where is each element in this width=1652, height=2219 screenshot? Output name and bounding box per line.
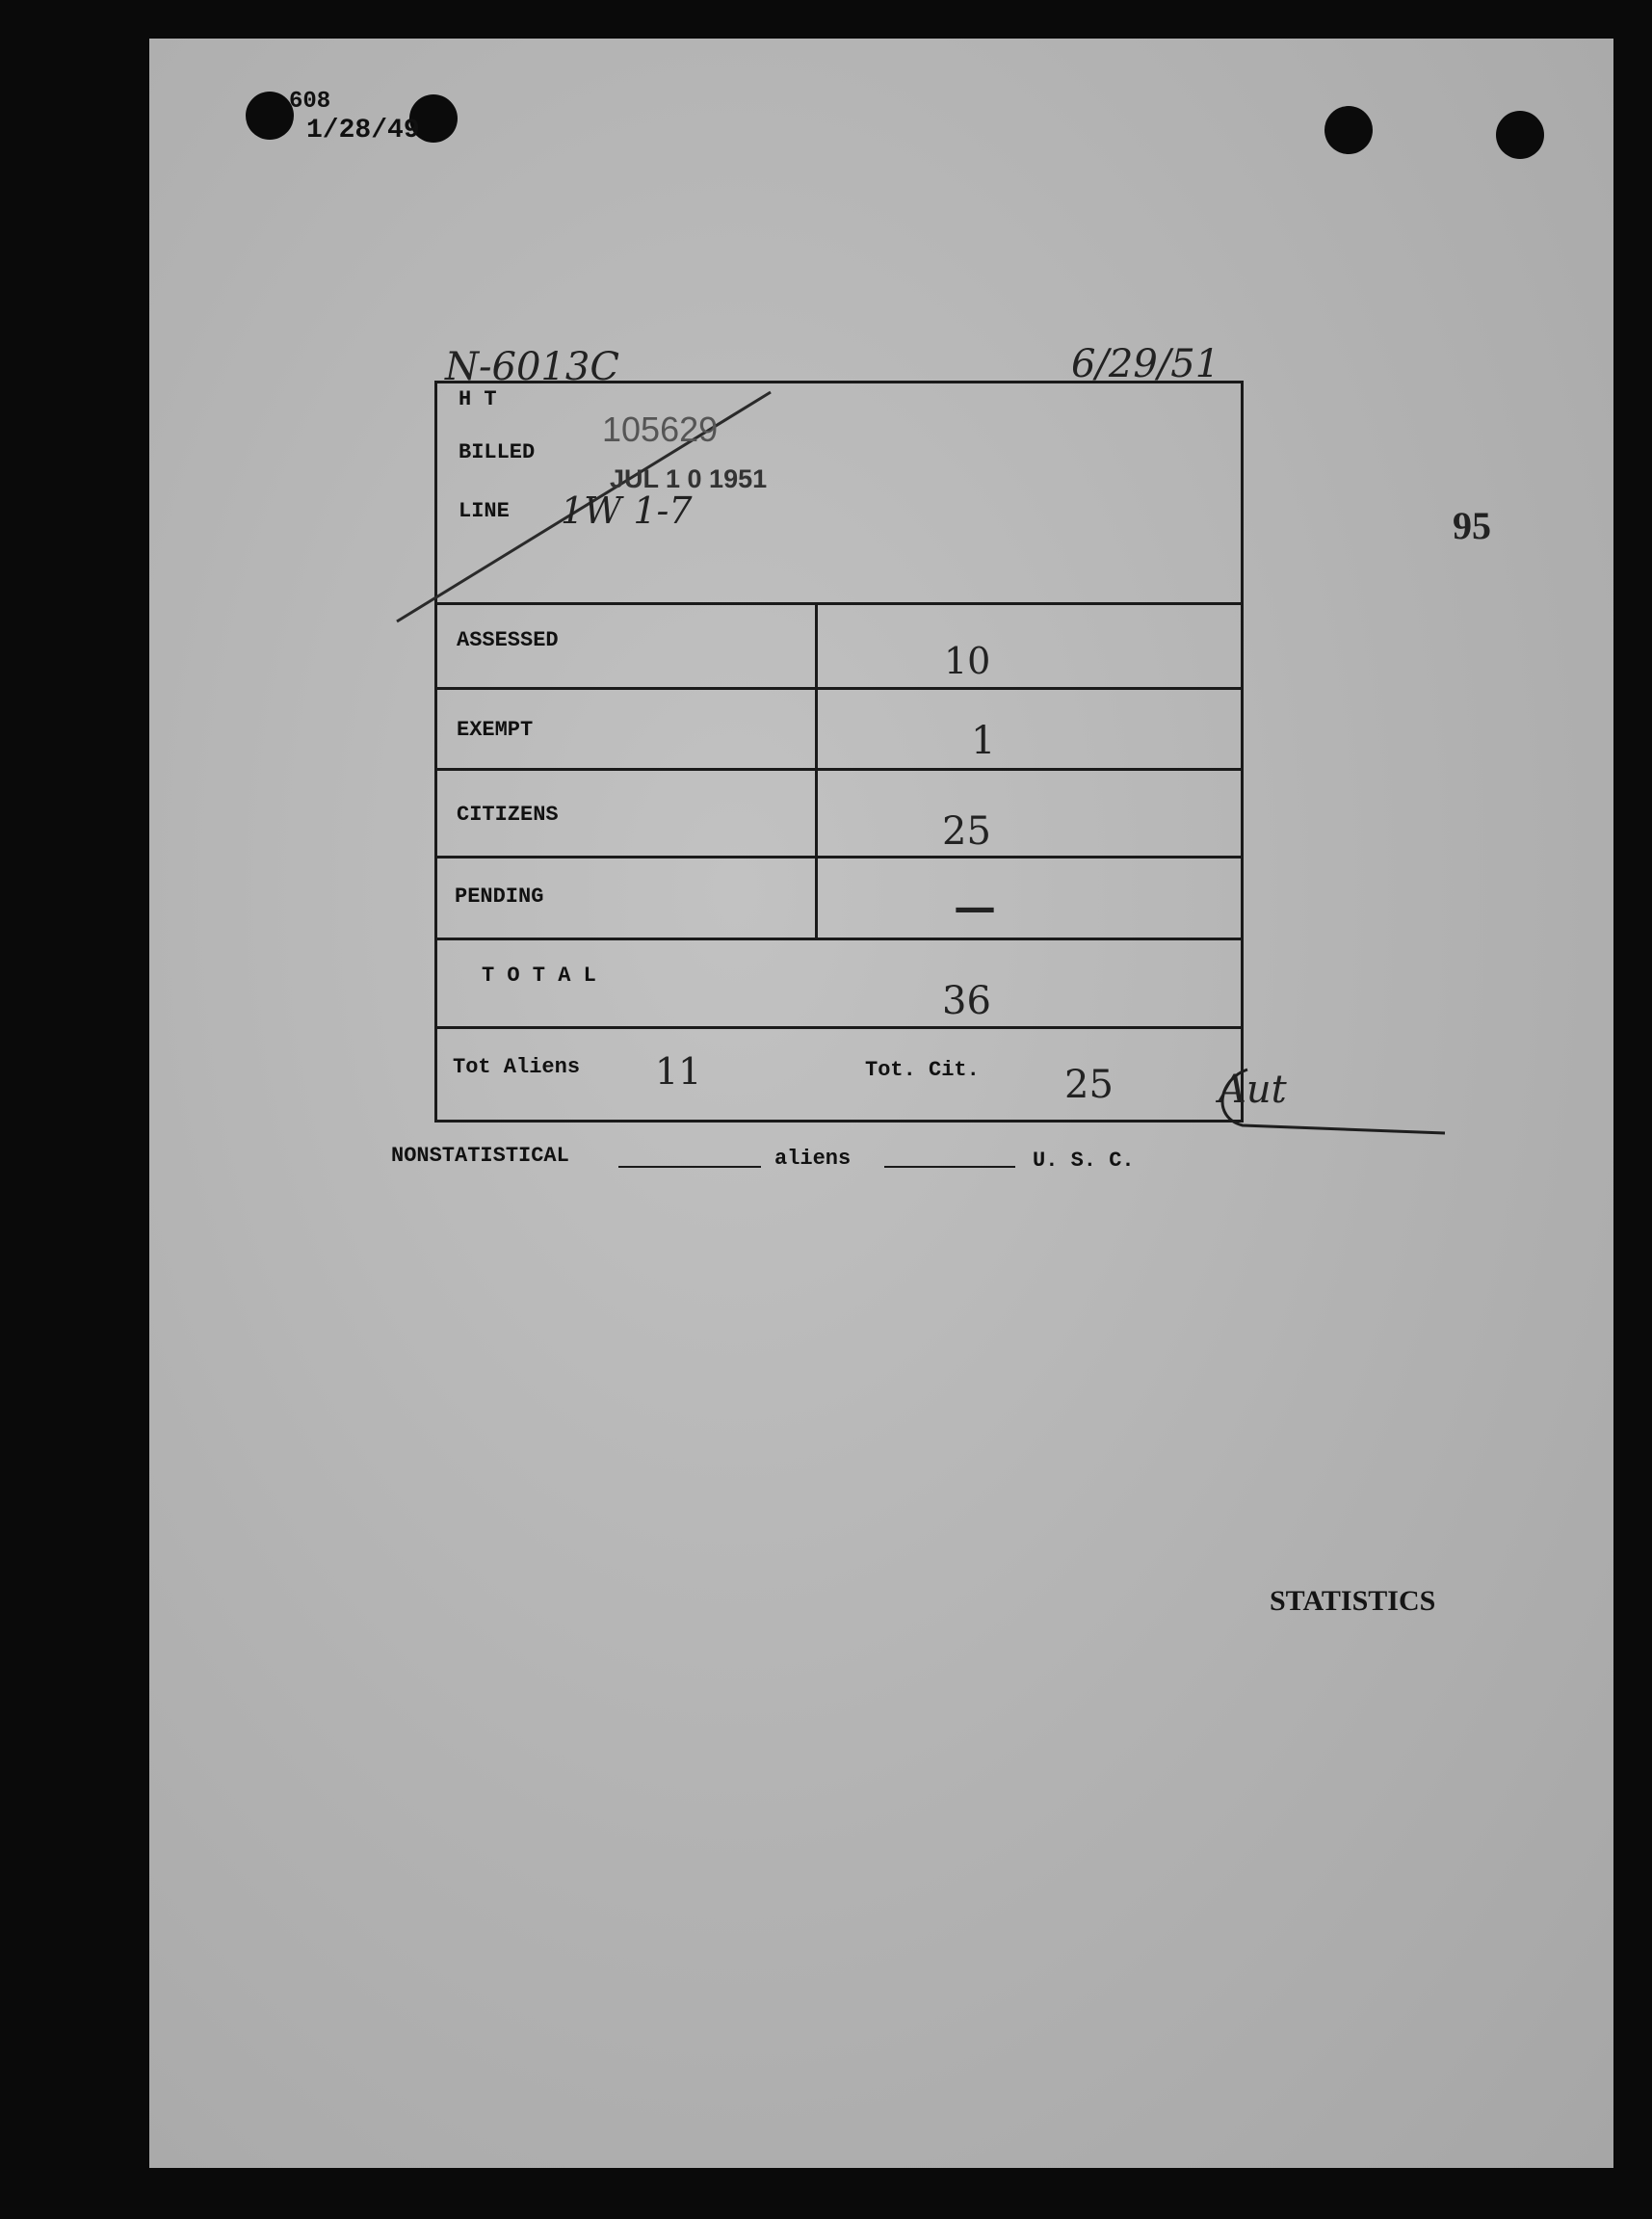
form-number: 608 xyxy=(289,89,331,115)
value-citizens: 25 xyxy=(942,809,991,854)
label-citizens: CITIZENS xyxy=(457,803,559,827)
rule-4 xyxy=(436,856,1242,859)
initials-loop xyxy=(1204,1060,1455,1137)
statistics-label: STATISTICS xyxy=(1270,1585,1436,1617)
rule-3 xyxy=(436,768,1242,771)
label-exempt: EXEMPT xyxy=(457,718,534,742)
value-exempt: 1 xyxy=(971,719,996,763)
label-total: T O T A L xyxy=(482,964,596,988)
punch-hole-right xyxy=(1324,106,1373,154)
nonstat-aliens: aliens xyxy=(774,1147,852,1171)
nonstat-blank-2 xyxy=(884,1166,1015,1168)
nonstat-label: NONSTATISTICAL xyxy=(391,1144,569,1168)
label-ht: H T xyxy=(459,387,497,411)
value-assessed: 10 xyxy=(944,640,991,682)
nonstat-blank-1 xyxy=(618,1166,761,1168)
rule-2 xyxy=(436,687,1242,690)
label-billed: BILLED xyxy=(459,440,536,464)
value-tot-aliens: 11 xyxy=(655,1050,702,1093)
label-pending: PENDING xyxy=(455,885,544,909)
value-total: 36 xyxy=(942,979,991,1023)
form-date: 1/28/49 xyxy=(306,116,420,145)
rule-6 xyxy=(436,1026,1242,1029)
handwritten-file-number: N-6013C xyxy=(445,345,619,389)
stamp-date: JUL 1 0 1951 xyxy=(610,464,768,493)
label-assessed: ASSESSED xyxy=(457,628,559,652)
label-tot-cit: Tot. Cit. xyxy=(865,1058,980,1082)
stamp-number: 105629 xyxy=(602,409,719,449)
value-pending: — xyxy=(954,883,996,932)
handwritten-initials: Aut xyxy=(1219,1068,1287,1112)
label-tot-aliens: Tot Aliens xyxy=(453,1055,581,1079)
rule-1 xyxy=(436,602,1242,605)
page-number: 95 xyxy=(1453,504,1491,547)
label-line: LINE xyxy=(459,499,510,523)
punch-hole-right-2 xyxy=(1496,111,1544,159)
punch-hole-left xyxy=(246,92,294,140)
handwritten-line-note: 1W 1-7 xyxy=(561,489,693,532)
handwritten-date: 6/29/51 xyxy=(1071,342,1220,386)
rule-5 xyxy=(436,938,1242,940)
value-tot-cit: 25 xyxy=(1064,1063,1114,1107)
column-divider xyxy=(815,602,818,938)
nonstat-usc: U. S. C. xyxy=(1033,1149,1135,1173)
